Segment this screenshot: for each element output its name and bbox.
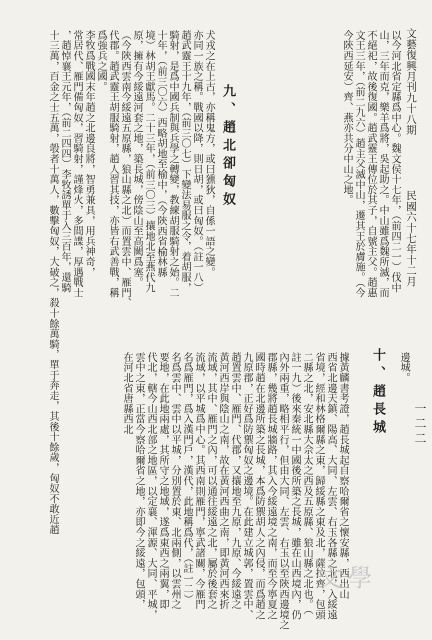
watermark-stamp: 文學: [318, 564, 378, 592]
issue-date: 民國六十七年十二月: [405, 190, 417, 287]
section-9-intro-text: 以今河北省定縣爲中心。魏文侯十七年，（前四二一）伐中 山，三年而克，樂羊爲將，吳起助之。中山雖爲魏所滅，而 不絕祀，故後復國。趙武靈王傳位於其子，自號主父。趙惠 文王三年，（前二九六）趙主父滅中山，遷其王於膚施。（今 今陝西延安）齊、燕亦共分中山之地。: [341, 30, 400, 298]
journal-title: 文藝復興月刊九十八期: [405, 28, 417, 135]
page-number: 一二二: [413, 402, 427, 447]
section-9-body-text: 犬戎之在上古，亦稱鬼方，或曰獯狄，自係一語之變。 亦同一族之稱。戰國以降，則日胡，或曰匈奴。（註一八） 趙武靈王十九年，（前三〇七）下變法易服之令，着胡服， 騎射，是爲中國兵制與兵學之轉變，教練胡服騎射之始。二 十年，（前三〇六）西略胡地至榆中，（今陝西省榆林縣 境）林胡王獻馬。二十三年，（前三〇三）攘地北至燕代九 原，擁有今綏遠河套之地，築長城，傍陰山至高闕爲塞。 （今陝西雲南今綏遠五原縣，狼山縣之北）而置雲中、雁門、 代郡。趙武靈王胡服騎射，趙人習其技，亦皆右武善戰，稱 爲強兵之國。 李牧爲戰國末年趙之北邊良將，智勇兼具，用兵神奇， 常居代、雁門備匈奴，習騎射，謹烽火，多間諜，厚遇戰士 ，趙悼襄王元年，（前二四四）李牧誘單于入三百年，還騎 十三萬，百金之士五萬，彀者十萬人，數擊匈奴，大破之，殺十餘萬騎，單于奔走，其後十餘歲，匈奴不敢近趙: [47, 30, 214, 535]
section-9-heading: 九、趙北卻匈奴: [220, 84, 235, 210]
section-10-heading: 十、趙長城: [370, 348, 385, 438]
section-10-lead-text: 邊城。: [398, 352, 409, 383]
section-10-body-text: 據黃麟書考證，趙長城起自察哈爾省之懷安縣，西出山 西省北邊天鎮、陽高、大同、左雲、右玉各縣之北，入綏遠 省境，經和林格爾縣之東，歸綏縣之東及北，薩拉齊，包頭 二縣之北，安北縣大佘太之西及五原縣、狼山縣之北也。（ 註一九）後來秦統一中國後所築之長城，雖在山西境內，仍 內外兩重，略相平行，但由大同、左雲、右玉以至陝西邊境之 郡縣，幾將趙長城牆路，其入今綏遠境之南，而至今寧夏之 國時趙在北邊所築之長城，本爲防禦胡人之內侵，而爲趙之 九原郡，正好爲防禦匈奴之邊境。在此建立城郭，置雲中、 趙置雲中、雁門、代郡，又攘地至九原，九原、今綏遠之 黃河西岸與陰山之南，故在黃河西曲之南，即黃河西來折 流域，其中、雁門之內，可以通往綏遠之北，屬於後套之 流域，以平城爲中心。其西南則雁門，寧武諸關，今雁門 名爲雁門，爲入漢門戶，漢代，此地稱爲代，（註一二） 名爲雲中、雲中以平城，分別置於東、北兩側，以雲州之 要地，在此地兩處，其所守之地域，遂爲東西之兩翼，即 代北，轄今山西北部之地區，以定襄、渾源、大同、平城， 雲中之東，正當今察哈爾省之地，亦即今之綏遠，包頭， 在河北省唐縣西北: [121, 352, 348, 631]
